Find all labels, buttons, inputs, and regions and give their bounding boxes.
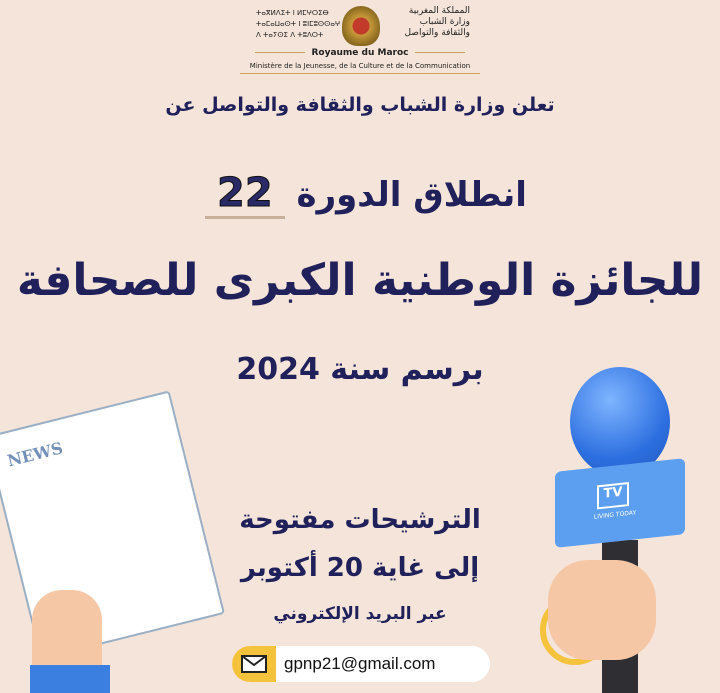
- tv-sublabel: LIVING TODAY: [593, 509, 637, 521]
- intro-text: تعلن وزارة الشباب والثقافة والتواصل عن: [165, 94, 555, 116]
- kingdom-label: [240, 48, 480, 58]
- year-line: برسم سنة 2024: [236, 352, 484, 387]
- envelope-icon: [232, 646, 276, 682]
- nominations-open: الترشيحات مفتوحة: [239, 505, 481, 535]
- coat-of-arms-logo: [342, 6, 380, 46]
- tv-label: TV: [597, 482, 629, 509]
- launch-heading: [0, 170, 720, 219]
- email-pill[interactable]: [232, 646, 490, 682]
- ministry-header: [240, 4, 480, 78]
- news-label: NEWS: [5, 438, 65, 471]
- hand-holding-mic: [548, 560, 656, 660]
- deadline: إلى غاية 20 أكتوبر: [240, 553, 480, 583]
- arabic-line: المملكة المغربية: [408, 6, 470, 16]
- prize-title: للجائزة الوطنية الكبرى للصحافة: [16, 255, 704, 306]
- edition-number: 22: [205, 170, 285, 219]
- tifinagh-name: [256, 8, 340, 41]
- tifinagh-line: ⵜⴰⵎⴰⵡⴰⵙⵜ ⵏ ⵓⵏⵎⵓⵙⵙⴰⵖ: [256, 20, 341, 28]
- email-address[interactable]: gpnp21@gmail.com: [284, 654, 436, 673]
- ministry-label: Ministère de la Jeunesse, de la Culture et de la Communication: [240, 62, 480, 74]
- via-email-text: عبر البريد الإلكتروني: [273, 604, 447, 624]
- arabic-ministry-name: [404, 6, 470, 39]
- mic-flag: [555, 458, 685, 548]
- arabic-line: وزارة الشباب: [419, 17, 470, 27]
- kingdom-text: Royaume du Maroc: [311, 48, 409, 58]
- sleeve-illustration: [30, 665, 110, 693]
- arabic-line: والثقافة والتواصل: [404, 28, 470, 38]
- launch-text: انطلاق الدورة: [296, 175, 527, 215]
- tifinagh-line: ⵜⴰⴳⵍⴷⵉⵜ ⵏ ⵍⵎⵖⵔⵉⴱ: [256, 9, 329, 17]
- tifinagh-line: ⴷ ⵜⴰⵢⵙⵉ ⴷ ⵜⵓⴷⵔⵜ: [256, 31, 324, 39]
